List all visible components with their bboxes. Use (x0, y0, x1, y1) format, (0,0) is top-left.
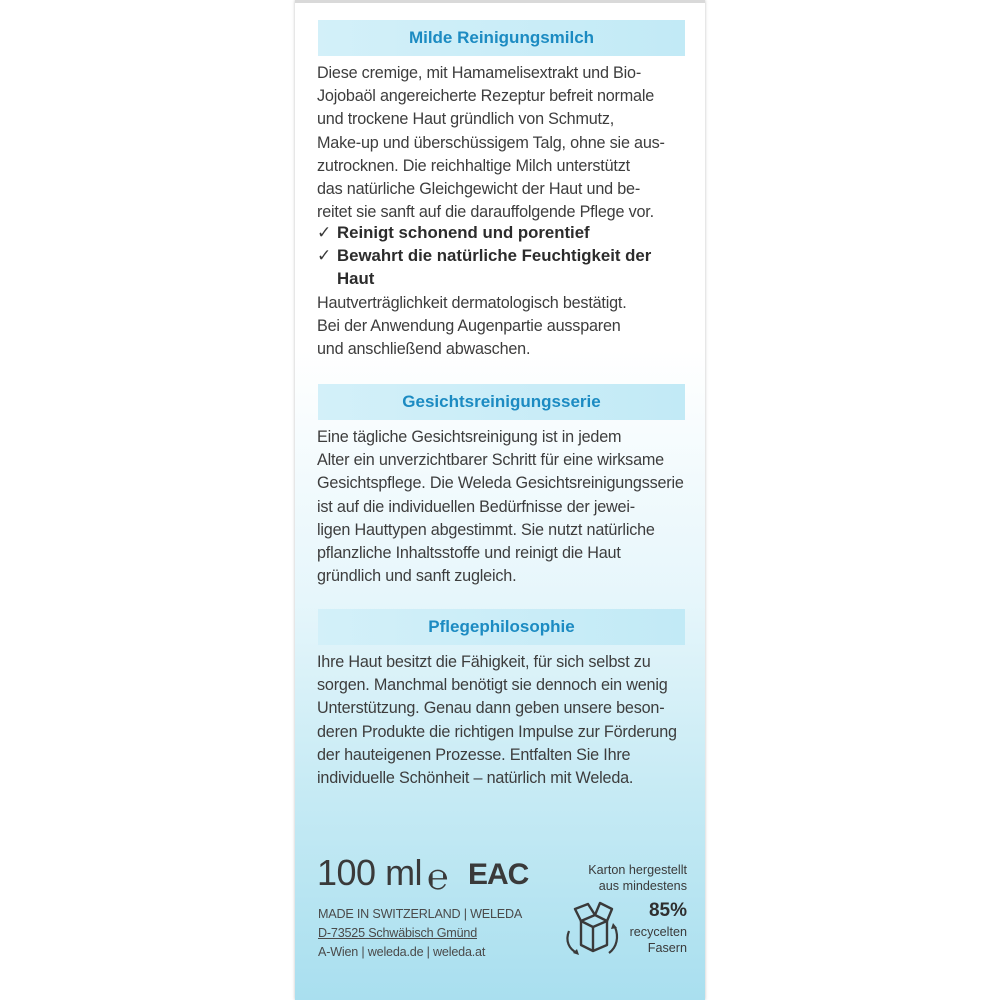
section-reinigungsmilch-text (317, 62, 687, 224)
benefit-checklist (317, 221, 687, 290)
benefit-text: Bewahrt die natürliche Feuchtigkeit der Haut (337, 246, 652, 288)
text-line: pflanzliche Inhaltsstoffe und reinigt die Haut (317, 544, 621, 563)
recycling-note-head (562, 862, 687, 894)
text-line: reitet sie sanft auf die darauffolgende Pflege vor. (317, 203, 654, 222)
text-line: Alter ein unverzichtbarer Schritt für eine wirksame (317, 451, 664, 470)
estimated-sign-icon: ℮ (427, 857, 449, 898)
checkmark-icon: ✓ (317, 246, 332, 265)
text-line: sorgen. Manchmal benötigt sie dennoch ein wenig (317, 676, 668, 695)
section-heading-reinigungsmilch: Milde Reinigungsmilch (318, 20, 685, 56)
text-line: Diese cremige, mit Hamamelisextrakt und Bio- (317, 64, 642, 82)
text-line: der hauteigenen Prozesse. Entfalten Sie Ihre (317, 745, 631, 764)
benefit-item (317, 244, 687, 290)
text-line: Bei der Anwendung Augenpartie aussparen (317, 317, 621, 336)
text-line: gründlich und sanft zugleich. (317, 567, 517, 586)
text-line: Ihre Haut besitzt die Fähigkeit, für sich selbst zu (317, 653, 651, 671)
recycling-percent: 85% (648, 900, 687, 921)
recycled-carton-icon (561, 897, 623, 959)
text-line: Hautverträglichkeit dermatologisch bestätigt. (317, 294, 627, 312)
text-line: Eine tägliche Gesichtsreinigung ist in jedem (317, 428, 622, 446)
text-line: deren Produkte die richtigen Impulse zur Förderung (317, 722, 677, 741)
text-line: und anschließend abwaschen. (317, 340, 531, 359)
volume-label: 100 ml (317, 852, 423, 893)
text-line: Jojobaöl angereicherte Rezeptur befreit normale (317, 87, 655, 106)
eac-mark: EAC (468, 858, 529, 891)
recycling-line: Karton hergestellt (588, 863, 687, 877)
section-heading-gesichtsreinigungsserie: Gesichtsreinigungsserie (318, 384, 685, 420)
checkmark-icon: ✓ (317, 223, 332, 242)
text-line: Make-up und überschüssigem Talg, ohne sie aus- (317, 133, 665, 152)
address-line: A-Wien | weleda.de | weleda.at (318, 945, 486, 959)
text-line: zutrocknen. Die reichhaltige Milch unterstützt (317, 156, 630, 175)
text-line: und trockene Haut gründlich von Schmutz, (317, 110, 615, 129)
section-pflegephilosophie-text (317, 651, 687, 790)
recycling-line: Fasern (647, 941, 687, 955)
benefit-item (317, 221, 687, 244)
benefit-text: Reinigt schonend und porentief (337, 223, 590, 242)
recycling-line: recycelten (629, 925, 687, 939)
address-line: MADE IN SWITZERLAND | WELEDA (318, 907, 523, 921)
manufacturer-address (318, 905, 522, 962)
usage-note-text (317, 292, 687, 362)
address-line: D-73525 Schwäbisch Gmünd (318, 926, 478, 940)
text-line: das natürliche Gleichgewicht der Haut und be- (317, 180, 641, 199)
text-line: Unterstützung. Genau dann geben unsere beson- (317, 699, 665, 718)
section-gesichtsreinigungsserie-text (317, 426, 687, 588)
section-heading-pflegephilosophie: Pflegephilosophie (318, 609, 685, 645)
text-line: ist auf die individuellen Bedürfnisse der jewei- (317, 497, 635, 516)
text-line: individuelle Schönheit – natürlich mit Weleda. (317, 769, 634, 788)
text-line: ligen Hauttypen abgestimmt. Sie nutzt natürliche (317, 520, 655, 539)
box-top-fold (295, 0, 705, 3)
text-line: Gesichtspflege. Die Weleda Gesichtsreinigungsserie (317, 474, 684, 493)
recycling-line: aus mindestens (598, 879, 687, 893)
